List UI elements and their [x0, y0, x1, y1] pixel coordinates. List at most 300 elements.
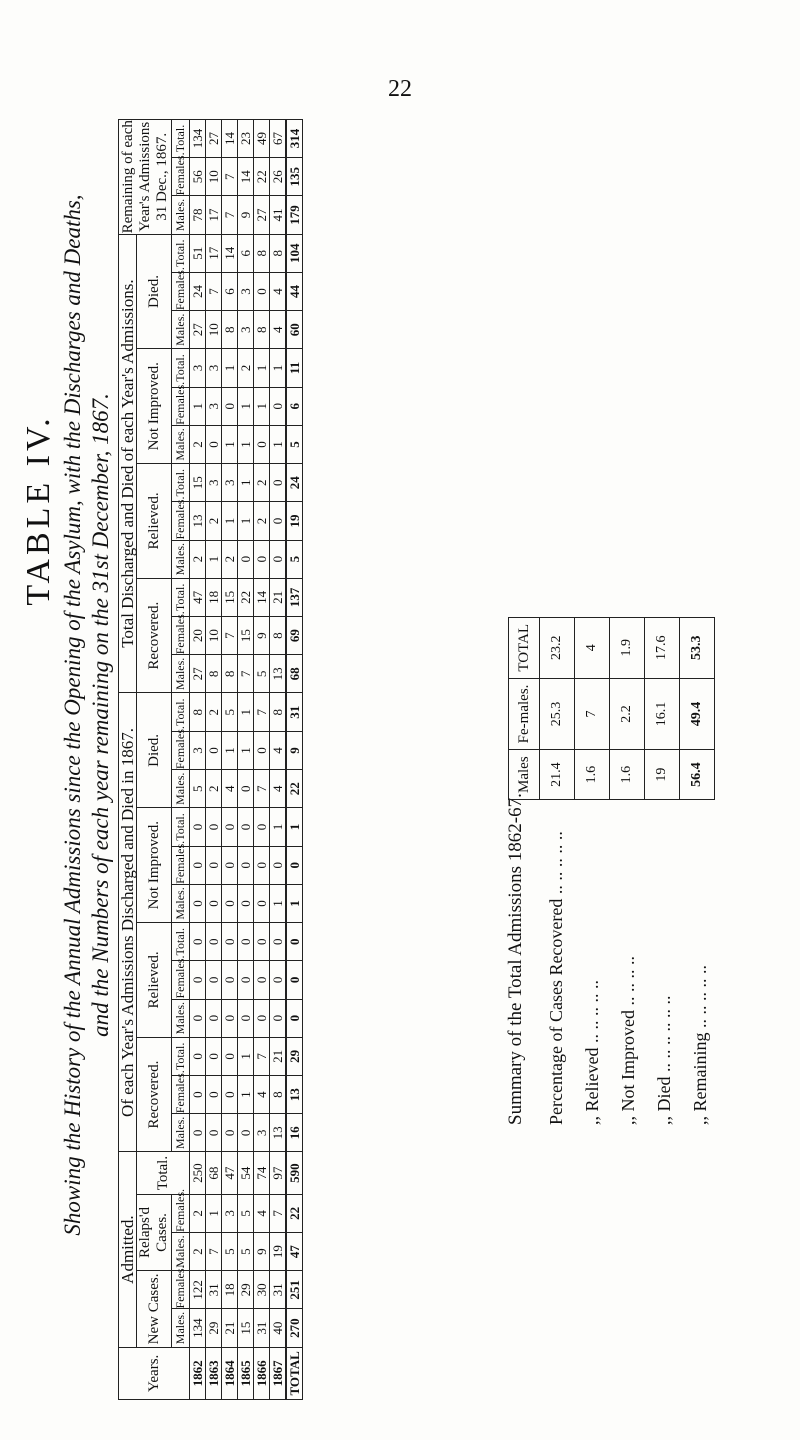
value-cell: 270: [286, 1309, 303, 1347]
value-cell: 31: [286, 693, 303, 731]
value-cell: 0: [254, 540, 270, 578]
value-cell: 2: [190, 1232, 206, 1270]
value-cell: 49: [254, 119, 270, 157]
summary-label: ,, Died .. .. .. .. .. ..: [654, 995, 674, 1125]
value-cell: 0: [238, 923, 254, 961]
value-cell: 0: [270, 502, 287, 540]
value-cell: 5: [238, 1232, 254, 1270]
value-cell: 3: [206, 349, 222, 387]
value-cell: 68: [206, 1152, 222, 1194]
value-cell: 7: [222, 158, 238, 196]
col-males: Males.: [172, 540, 190, 578]
value-cell: 47: [222, 1152, 238, 1194]
col-females: Females.: [172, 731, 190, 769]
value-cell: 24: [190, 272, 206, 310]
value-cell: 29: [238, 1271, 254, 1309]
total-discharged-header: Total Discharged and Died of each Year's Admissions.: [119, 234, 137, 693]
year-died-header: Died.: [137, 693, 172, 808]
value-cell: 0: [206, 999, 222, 1037]
value-cell: 29: [206, 1309, 222, 1347]
value-cell: 6: [222, 272, 238, 310]
value-cell: 0: [206, 884, 222, 922]
value-cell: 0: [254, 961, 270, 999]
total-died-header: Died.: [137, 234, 172, 349]
summary-cell: 19: [645, 750, 680, 800]
value-cell: 8: [270, 617, 287, 655]
value-cell: 0: [206, 961, 222, 999]
value-cell: 0: [222, 961, 238, 999]
col-total: Total.: [172, 1037, 190, 1075]
value-cell: 30: [254, 1271, 270, 1309]
value-cell: 251: [286, 1271, 303, 1309]
table-row: [254, 5, 270, 1400]
value-cell: 5: [238, 1194, 254, 1232]
value-cell: 7: [206, 272, 222, 310]
remaining-header: Remaining of each Year's Admissions 31 Dec., 1867.: [119, 120, 170, 234]
value-cell: 2: [190, 1194, 206, 1232]
total-not-improved-header: Not Improved.: [137, 349, 172, 464]
col-total: Total.: [172, 693, 190, 731]
value-cell: 4: [270, 311, 287, 349]
value-cell: 19: [270, 1232, 287, 1270]
value-cell: 40: [270, 1309, 287, 1347]
value-cell: 0: [270, 923, 287, 961]
value-cell: 0: [222, 387, 238, 425]
col-total: Total.: [172, 808, 190, 846]
value-cell: 0: [190, 1037, 206, 1075]
value-cell: 67: [270, 119, 287, 157]
value-cell: 7: [222, 617, 238, 655]
value-cell: 1: [222, 425, 238, 463]
value-cell: 0: [222, 808, 238, 846]
value-cell: 13: [270, 655, 287, 693]
table-row: [206, 5, 222, 1400]
value-cell: 56: [190, 158, 206, 196]
value-cell: 10: [206, 311, 222, 349]
table-row: [190, 5, 206, 1400]
value-cell: 8: [190, 693, 206, 731]
year-cell: 1863: [206, 1347, 222, 1399]
summary-col-total: TOTAL: [509, 617, 540, 678]
value-cell: 314: [286, 119, 303, 157]
value-cell: 0: [238, 540, 254, 578]
value-cell: 0: [254, 846, 270, 884]
value-cell: 47: [286, 1232, 303, 1270]
value-cell: 0: [190, 808, 206, 846]
value-cell: 1: [222, 731, 238, 769]
summary-cell: 53.3: [680, 617, 715, 678]
value-cell: 13: [286, 1076, 303, 1114]
relapsed-cases-header: Relaps'd Cases.: [137, 1194, 172, 1270]
value-cell: 1: [254, 387, 270, 425]
summary-cell: 25.3: [540, 678, 575, 750]
value-cell: 0: [270, 999, 287, 1037]
value-cell: 9: [238, 196, 254, 234]
year-cell: 1865: [238, 1347, 254, 1399]
value-cell: 0: [206, 1114, 222, 1152]
value-cell: 1: [286, 808, 303, 846]
value-cell: 134: [190, 1309, 206, 1347]
value-cell: 0: [206, 1037, 222, 1075]
value-cell: 1: [206, 1194, 222, 1232]
summary-cell: 1.6: [610, 750, 645, 800]
col-females: Females.: [172, 961, 190, 999]
value-cell: 0: [270, 464, 287, 502]
value-cell: 3: [222, 1194, 238, 1232]
value-cell: 8: [222, 311, 238, 349]
value-cell: 20: [190, 617, 206, 655]
value-cell: 134: [190, 119, 206, 157]
summary-cell: 17.6: [645, 617, 680, 678]
value-cell: 135: [286, 158, 303, 196]
value-cell: 1: [238, 387, 254, 425]
summary-cell: 16.1: [645, 678, 680, 750]
summary-label: ,, Remaining .. .. .. .. ..: [690, 965, 710, 1125]
table-row: [270, 5, 287, 1400]
value-cell: 0: [286, 999, 303, 1037]
page-number: 22: [388, 76, 412, 102]
col-total: Total.: [172, 349, 190, 387]
value-cell: 27: [254, 196, 270, 234]
value-cell: 0: [270, 540, 287, 578]
admitted-total-header: Total.: [137, 1152, 190, 1194]
value-cell: 0: [238, 999, 254, 1037]
value-cell: 1: [238, 731, 254, 769]
value-cell: 5: [222, 1232, 238, 1270]
new-cases-header: New Cases.: [137, 1271, 172, 1347]
value-cell: 41: [270, 196, 287, 234]
value-cell: 13: [190, 502, 206, 540]
value-cell: 29: [286, 1037, 303, 1075]
value-cell: 1: [270, 884, 287, 922]
value-cell: 7: [238, 655, 254, 693]
value-cell: 1: [206, 540, 222, 578]
value-cell: 1: [286, 884, 303, 922]
value-cell: 24: [286, 464, 303, 502]
value-cell: 0: [254, 731, 270, 769]
summary-cell: 4: [575, 617, 610, 678]
value-cell: 4: [254, 1076, 270, 1114]
value-cell: 0: [222, 884, 238, 922]
summary-row: [575, 617, 610, 799]
col-females: Females.: [172, 617, 190, 655]
value-cell: 8: [254, 234, 270, 272]
value-cell: 8: [254, 311, 270, 349]
col-remaining-total: Total.: [172, 119, 190, 157]
value-cell: 21: [270, 1037, 287, 1075]
col-total: Total.: [172, 234, 190, 272]
value-cell: 179: [286, 196, 303, 234]
value-cell: 0: [254, 425, 270, 463]
value-cell: 2: [190, 425, 206, 463]
summary-cell: 7: [575, 678, 610, 750]
col-new-males: Males.: [172, 1309, 190, 1347]
value-cell: 7: [270, 1194, 287, 1232]
table-row: [222, 5, 238, 1400]
value-cell: 122: [190, 1271, 206, 1309]
value-cell: 0: [270, 846, 287, 884]
header-row-groups: [119, 5, 137, 1400]
value-cell: 0: [206, 808, 222, 846]
year-cell: TOTAL: [286, 1347, 303, 1399]
summary-col-males: Males: [509, 750, 540, 800]
value-cell: 18: [206, 578, 222, 616]
value-cell: 13: [270, 1114, 287, 1152]
col-males: Males.: [172, 1114, 190, 1152]
value-cell: 7: [254, 1037, 270, 1075]
value-cell: 104: [286, 234, 303, 272]
value-cell: 0: [190, 999, 206, 1037]
value-cell: 11: [286, 349, 303, 387]
value-cell: 0: [222, 1114, 238, 1152]
table-title: TABLE IV.: [20, 414, 57, 606]
value-cell: 3: [206, 387, 222, 425]
summary-row: [610, 617, 645, 799]
value-cell: 0: [190, 923, 206, 961]
col-males: Males.: [172, 999, 190, 1037]
col-remaining-males: Males.: [172, 196, 190, 234]
value-cell: 22: [254, 158, 270, 196]
value-cell: 31: [270, 1271, 287, 1309]
value-cell: 6: [286, 387, 303, 425]
col-females: Females.: [172, 846, 190, 884]
value-cell: 21: [222, 1309, 238, 1347]
col-relapsed-females: Females.: [172, 1194, 190, 1232]
summary-row: [540, 617, 575, 799]
value-cell: 14: [222, 119, 238, 157]
value-cell: 1: [238, 1076, 254, 1114]
value-cell: 9: [254, 617, 270, 655]
total-relieved-header: Relieved.: [137, 464, 172, 579]
value-cell: 7: [254, 693, 270, 731]
year-cell: 1864: [222, 1347, 238, 1399]
value-cell: 15: [238, 617, 254, 655]
value-cell: 26: [270, 158, 287, 196]
value-cell: 0: [254, 808, 270, 846]
value-cell: 2: [206, 693, 222, 731]
value-cell: 0: [254, 923, 270, 961]
value-cell: 8: [270, 693, 287, 731]
summary-cell: 1.6: [575, 750, 610, 800]
value-cell: 4: [222, 770, 238, 808]
admitted-header: Admitted.: [119, 1152, 137, 1347]
value-cell: 0: [190, 846, 206, 884]
value-cell: 15: [222, 578, 238, 616]
value-cell: 21: [270, 578, 287, 616]
table-row: [238, 5, 254, 1400]
value-cell: 5: [222, 693, 238, 731]
value-cell: 14: [222, 234, 238, 272]
value-cell: 17: [206, 196, 222, 234]
summary-title: Summary of the Total Admissions 1862-67.: [505, 793, 526, 1125]
value-cell: 1: [254, 349, 270, 387]
value-cell: 0: [254, 999, 270, 1037]
value-cell: 4: [270, 770, 287, 808]
value-cell: 0: [190, 1114, 206, 1152]
value-cell: 6: [238, 234, 254, 272]
col-females: Females.: [172, 1076, 190, 1114]
value-cell: 1: [238, 693, 254, 731]
col-total: Total.: [172, 464, 190, 502]
value-cell: 44: [286, 272, 303, 310]
value-cell: 97: [270, 1152, 287, 1194]
summary-row: [680, 617, 715, 799]
value-cell: 0: [238, 770, 254, 808]
value-cell: 2: [254, 502, 270, 540]
value-cell: 22: [238, 578, 254, 616]
summary-cell: 56.4: [680, 750, 715, 800]
value-cell: 5: [286, 540, 303, 578]
value-cell: 27: [190, 311, 206, 349]
col-total: Total.: [172, 578, 190, 616]
summary-labels: [538, 831, 718, 1125]
table-subtitle-line-2: and the Numbers of each year remaining on the 31st December, 1867.: [88, 393, 113, 1037]
value-cell: 3: [254, 1114, 270, 1152]
value-cell: 10: [206, 158, 222, 196]
value-cell: 0: [190, 961, 206, 999]
summary-col-females: Fe-males.: [509, 678, 540, 750]
value-cell: 1: [238, 502, 254, 540]
value-cell: 4: [270, 272, 287, 310]
summary-cell: 1.9: [610, 617, 645, 678]
year-cell: 1866: [254, 1347, 270, 1399]
value-cell: 78: [190, 196, 206, 234]
value-cell: 0: [254, 884, 270, 922]
value-cell: 0: [238, 808, 254, 846]
value-cell: 0: [254, 272, 270, 310]
summary-cell: 21.4: [540, 750, 575, 800]
value-cell: 54: [238, 1152, 254, 1194]
value-cell: 31: [254, 1309, 270, 1347]
value-cell: 0: [190, 1076, 206, 1114]
value-cell: 0: [222, 1076, 238, 1114]
admissions-history-table: [118, 4, 303, 1400]
value-cell: 2: [254, 464, 270, 502]
col-total: Total.: [172, 923, 190, 961]
value-cell: 27: [190, 655, 206, 693]
of-each-year-header: Of each Year's Admissions Discharged and Died in 1867.: [119, 693, 137, 1152]
value-cell: 69: [286, 617, 303, 655]
summary-row: [645, 617, 680, 799]
value-cell: 74: [254, 1152, 270, 1194]
value-cell: 0: [206, 846, 222, 884]
value-cell: 47: [190, 578, 206, 616]
year-recovered-header: Recovered.: [137, 1037, 172, 1152]
col-males: Males.: [172, 884, 190, 922]
value-cell: 0: [270, 387, 287, 425]
value-cell: 9: [254, 1232, 270, 1270]
value-cell: 0: [222, 1037, 238, 1075]
col-females: Females.: [172, 387, 190, 425]
value-cell: 0: [238, 1114, 254, 1152]
value-cell: 9: [286, 731, 303, 769]
value-cell: 3: [222, 464, 238, 502]
value-cell: 137: [286, 578, 303, 616]
value-cell: 0: [238, 846, 254, 884]
value-cell: 4: [270, 731, 287, 769]
value-cell: 18: [222, 1271, 238, 1309]
value-cell: 0: [206, 923, 222, 961]
col-males: Males.: [172, 770, 190, 808]
value-cell: 3: [238, 272, 254, 310]
col-males: Males.: [172, 425, 190, 463]
year-relieved-header: Relieved.: [137, 923, 172, 1038]
value-cell: 1: [222, 502, 238, 540]
value-cell: 7: [222, 196, 238, 234]
value-cell: 3: [238, 311, 254, 349]
value-cell: 590: [286, 1152, 303, 1194]
year-not-improved-header: Not Improved.: [137, 808, 172, 923]
value-cell: 2: [222, 540, 238, 578]
summary-label: Percentage of Cases Recovered .. .. .. .. ..: [546, 831, 566, 1125]
value-cell: 1: [238, 425, 254, 463]
value-cell: 250: [190, 1152, 206, 1194]
value-cell: 1: [222, 349, 238, 387]
value-cell: 8: [222, 655, 238, 693]
value-cell: 15: [190, 464, 206, 502]
summary-cell: 49.4: [680, 678, 715, 750]
year-cell: 1867: [270, 1347, 287, 1399]
value-cell: 1: [238, 1037, 254, 1075]
value-cell: 0: [286, 846, 303, 884]
value-cell: 0: [222, 999, 238, 1037]
col-new-females: Females.: [172, 1271, 190, 1309]
value-cell: 0: [190, 884, 206, 922]
summary-cell: 2.2: [610, 678, 645, 750]
totals-row: [286, 5, 303, 1400]
value-cell: 1: [270, 425, 287, 463]
value-cell: 0: [206, 731, 222, 769]
value-cell: 0: [238, 884, 254, 922]
value-cell: 22: [286, 1194, 303, 1232]
value-cell: 51: [190, 234, 206, 272]
value-cell: 31: [206, 1271, 222, 1309]
summary-cell: 23.2: [540, 617, 575, 678]
col-males: Males.: [172, 311, 190, 349]
value-cell: 0: [222, 846, 238, 884]
col-females: Females.: [172, 502, 190, 540]
summary-label: ,, Not Improved .. .. .. ..: [618, 956, 638, 1125]
value-cell: 23: [238, 119, 254, 157]
value-cell: 0: [206, 1076, 222, 1114]
value-cell: 2: [206, 770, 222, 808]
value-cell: 0: [238, 961, 254, 999]
value-cell: 0: [206, 425, 222, 463]
value-cell: 7: [254, 770, 270, 808]
value-cell: 22: [286, 770, 303, 808]
value-cell: 5: [190, 770, 206, 808]
value-cell: 3: [206, 464, 222, 502]
value-cell: 16: [286, 1114, 303, 1152]
header-row-sexes: [172, 5, 190, 1400]
summary-label: ,, Relieved .. .. .. .. ..: [582, 980, 602, 1125]
value-cell: 27: [206, 119, 222, 157]
value-cell: 0: [286, 961, 303, 999]
value-cell: 10: [206, 617, 222, 655]
value-cell: 5: [286, 425, 303, 463]
col-females: Females.: [172, 272, 190, 310]
col-males: Males.: [172, 655, 190, 693]
value-cell: 15: [238, 1309, 254, 1347]
years-header: Years.: [119, 1347, 190, 1399]
value-cell: 19: [286, 502, 303, 540]
year-cell: 1862: [190, 1347, 206, 1399]
value-cell: 1: [238, 464, 254, 502]
value-cell: 0: [286, 923, 303, 961]
value-cell: 60: [286, 311, 303, 349]
col-relapsed-males: Males.: [172, 1232, 190, 1270]
value-cell: 8: [206, 655, 222, 693]
